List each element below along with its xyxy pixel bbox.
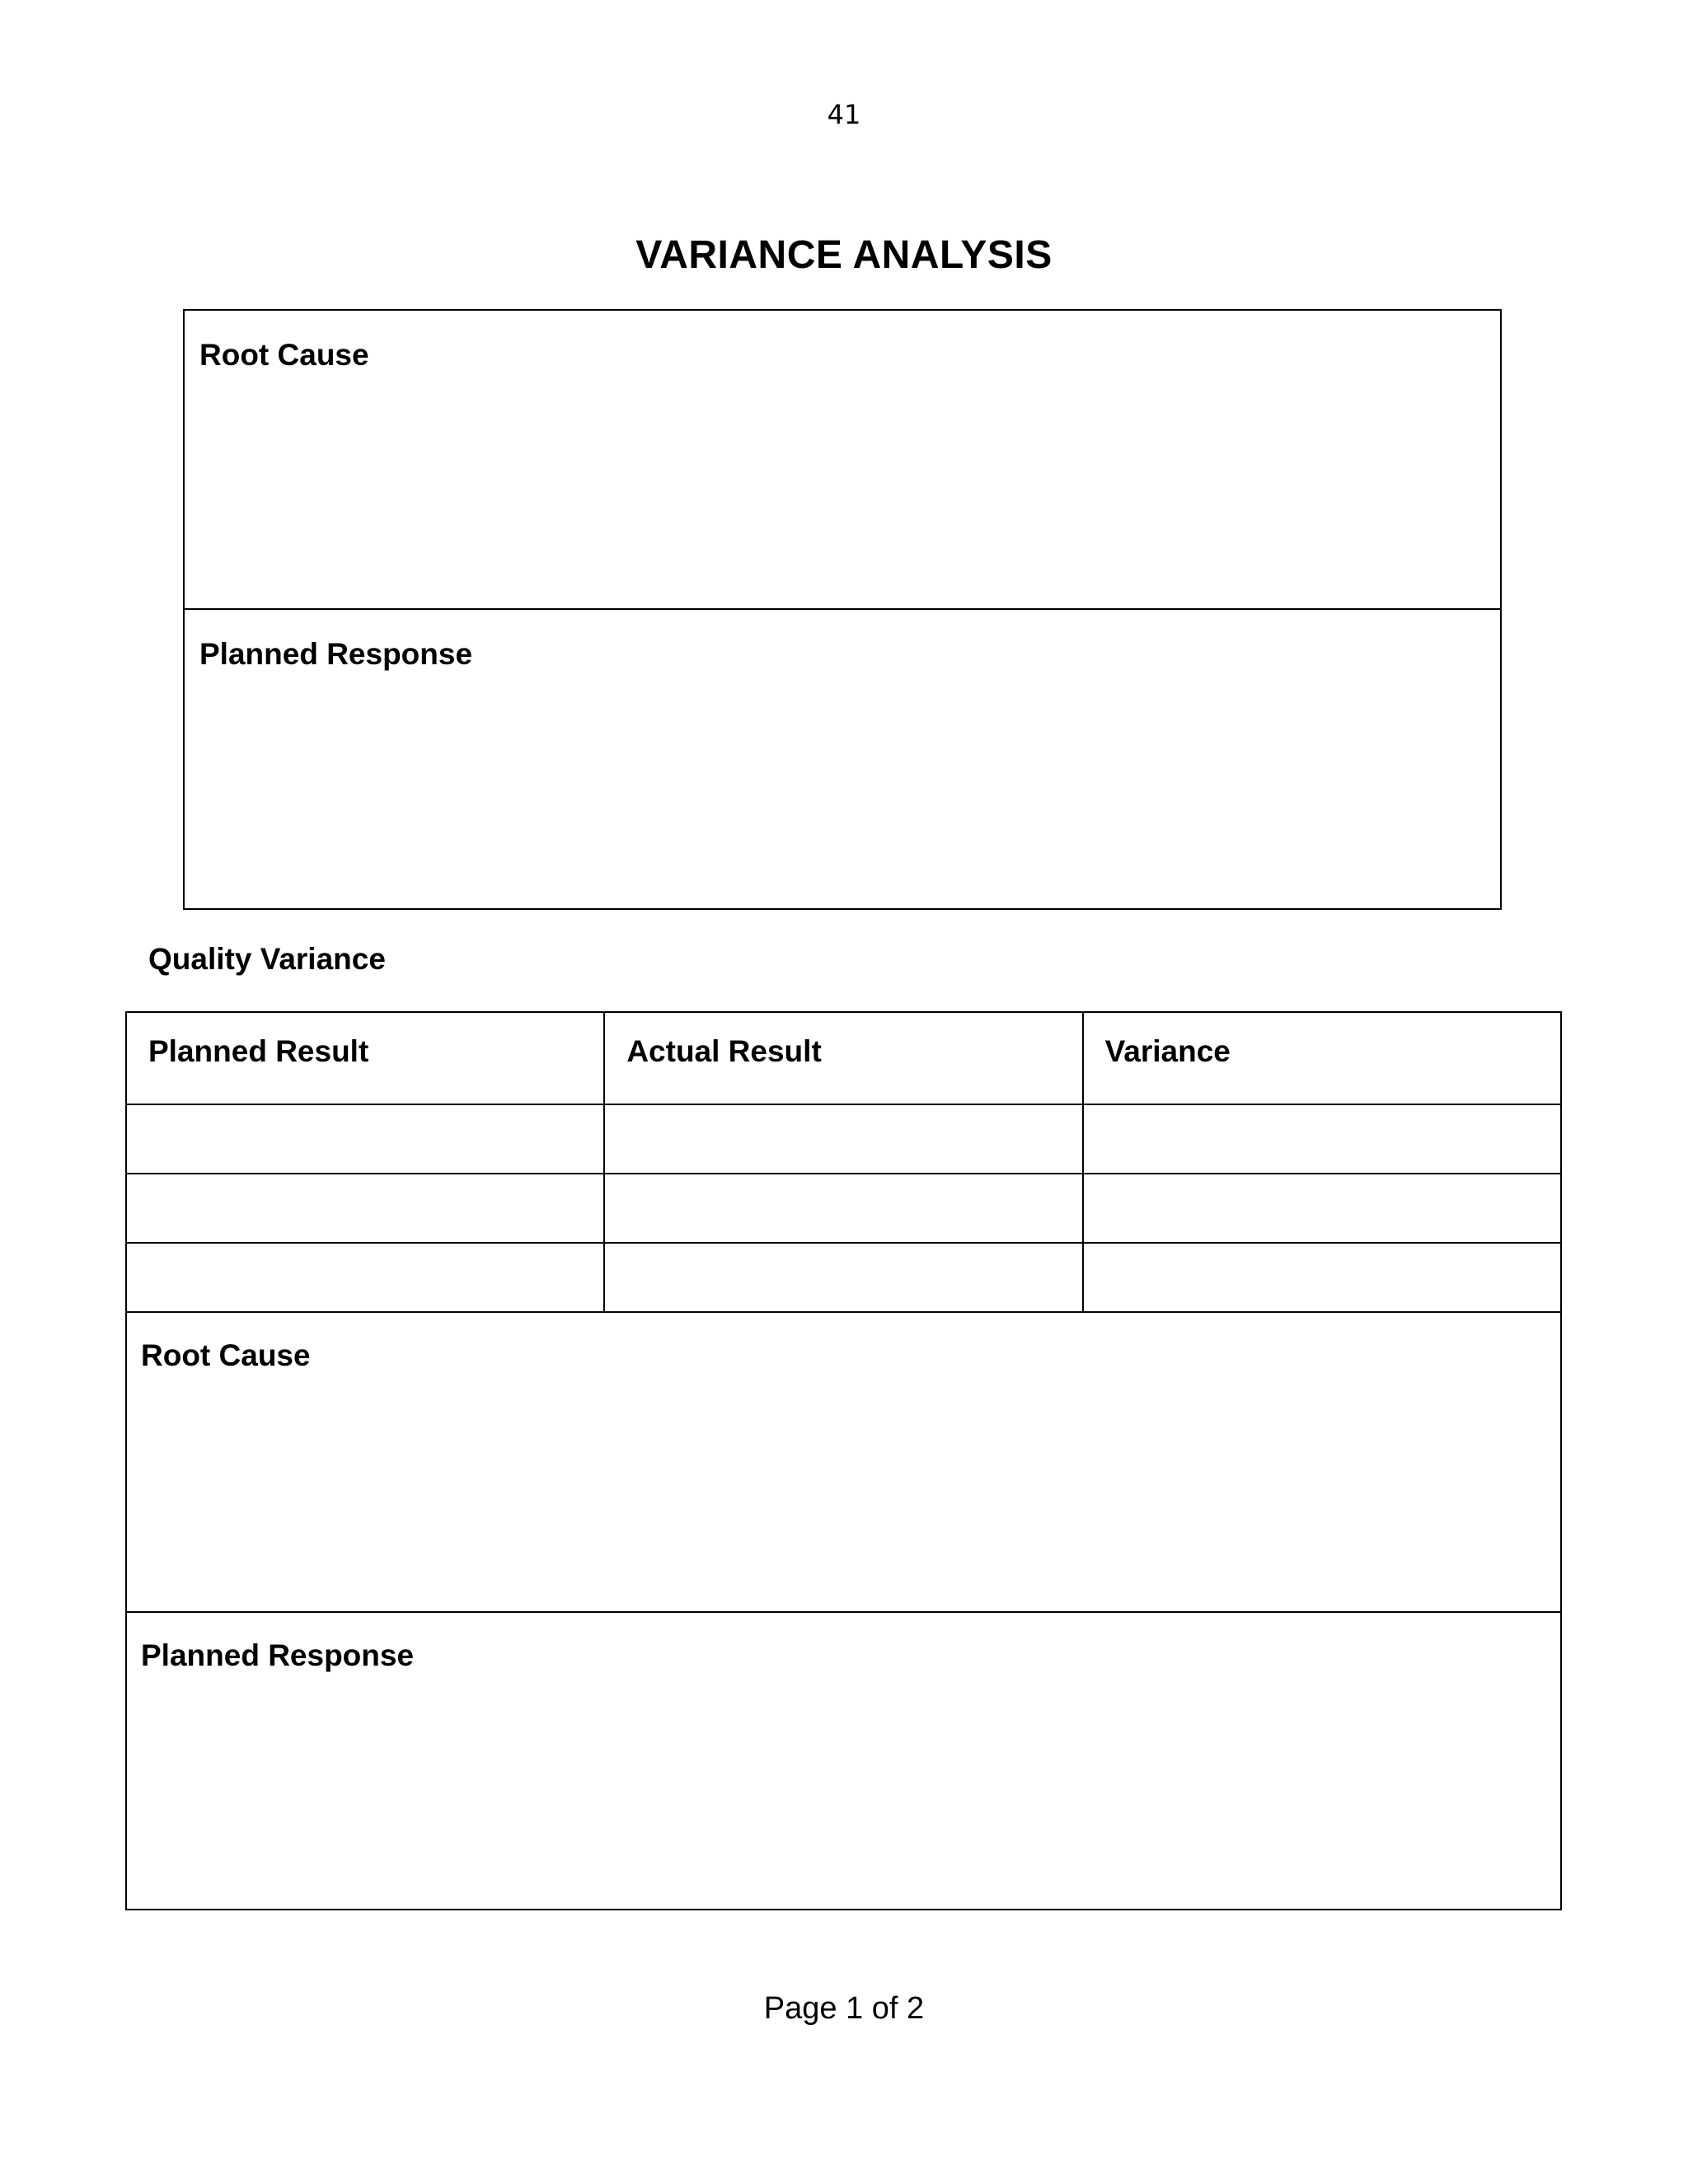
table-cell[interactable] (127, 1242, 603, 1311)
table-cell[interactable] (1082, 1242, 1560, 1311)
planned-response-section[interactable] (185, 610, 1500, 908)
root-cause-label: Root Cause (141, 1338, 311, 1372)
quality-root-cause-section[interactable] (127, 1311, 1560, 1613)
table-cell[interactable] (1082, 1104, 1560, 1173)
header-cell-variance (1082, 1013, 1560, 1104)
table-row (127, 1173, 1560, 1244)
table-row (127, 1242, 1560, 1313)
header-cell-planned-result (127, 1013, 603, 1104)
variance-analysis-box (183, 309, 1502, 910)
planned-response-label: Planned Response (199, 637, 473, 671)
root-cause-section[interactable] (185, 311, 1500, 610)
quality-planned-response-section[interactable] (127, 1611, 1560, 1909)
header-cell-actual-result (603, 1013, 1081, 1104)
table-cell[interactable] (603, 1104, 1081, 1173)
table-header-row (127, 1013, 1560, 1105)
quality-variance-table (125, 1011, 1562, 1910)
root-cause-label: Root Cause (199, 338, 369, 372)
table-cell[interactable] (603, 1242, 1081, 1311)
table-cell[interactable] (127, 1173, 603, 1242)
page-number: 41 (827, 99, 861, 130)
table-cell[interactable] (1082, 1173, 1560, 1242)
planned-response-label: Planned Response (141, 1638, 415, 1672)
table-row (127, 1104, 1560, 1174)
table-cell[interactable] (127, 1104, 603, 1173)
table-cell[interactable] (603, 1173, 1081, 1242)
column-header: Actual Result (626, 1034, 822, 1068)
column-header: Variance (1104, 1034, 1231, 1068)
document-title: VARIANCE ANALYSIS (635, 233, 1053, 277)
quality-variance-title: Quality Variance (148, 942, 386, 976)
page-footer: Page 1 of 2 (763, 1991, 925, 2026)
column-header: Planned Result (148, 1034, 369, 1068)
